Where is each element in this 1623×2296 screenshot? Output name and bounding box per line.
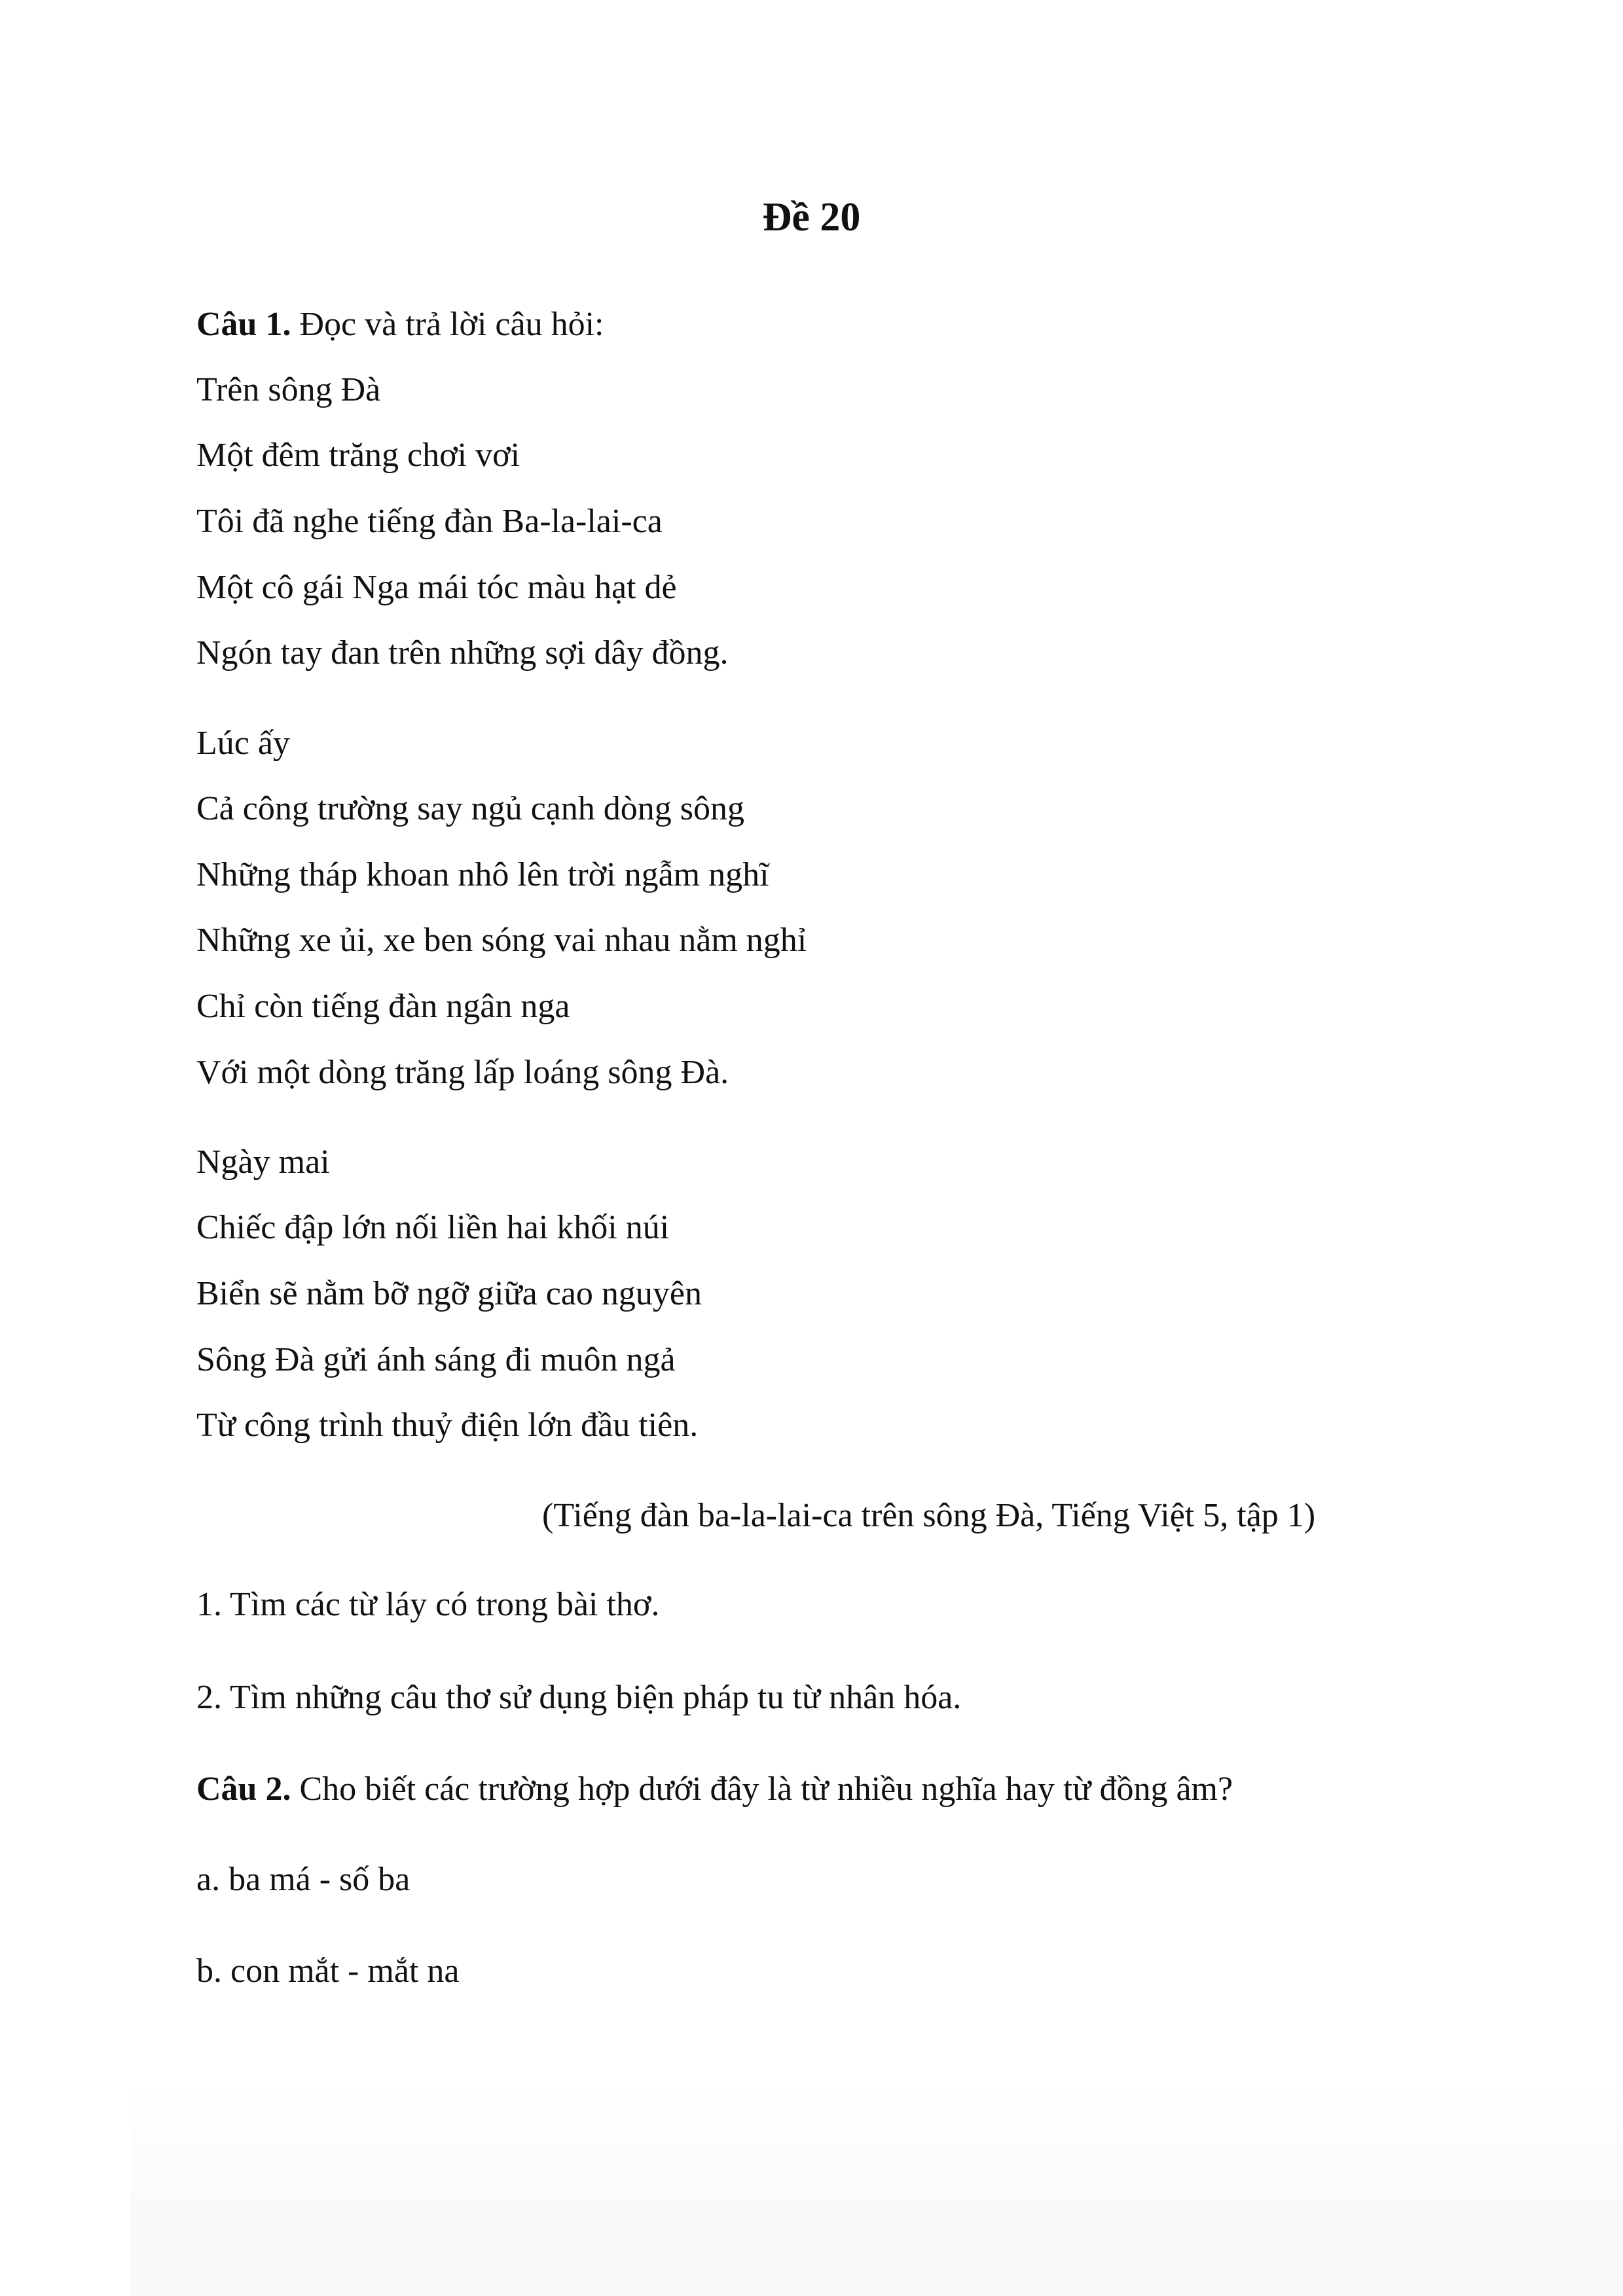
question-1-label: Câu 1.	[196, 306, 291, 343]
poem-line: Những tháp khoan nhô lên trời ngẫm nghĩ	[196, 856, 769, 893]
poem-citation: (Tiếng đàn ba-la-lai-ca trên sông Đà, Tiếng Việt 5, tập 1)	[542, 1497, 1316, 1534]
poem-line: Một đêm trăng chơi vơi	[196, 437, 520, 474]
page-title: Đề 20	[762, 195, 861, 240]
poem-line: Ngón tay đan trên những sợi dây đồng.	[196, 634, 729, 672]
poem-line: Sông Đà gửi ánh sáng đi muôn ngả	[196, 1341, 676, 1378]
poem-line: Với một dòng trăng lấp loáng sông Đà.	[196, 1054, 729, 1091]
poem-line: Một cô gái Nga mái tóc màu hạt dẻ	[196, 569, 677, 606]
poem-line: Chiếc đập lớn nối liền hai khối núi	[196, 1209, 670, 1246]
task-item: 1. Tìm các từ láy có trong bài thơ.	[196, 1586, 660, 1623]
question-2-label: Câu 2.	[196, 1770, 291, 1808]
poem-line: Tôi đã nghe tiếng đàn Ba-la-lai-ca	[196, 503, 663, 540]
poem-line: Biển sẽ nằm bỡ ngỡ giữa cao nguyên	[196, 1275, 702, 1312]
poem-line: Trên sông Đà	[196, 371, 381, 408]
poem-line: Từ công trình thuỷ điện lớn đầu tiên.	[196, 1407, 699, 1444]
question-1	[196, 302, 604, 347]
page-shading	[131, 2081, 1623, 2296]
question-2-item: b. con mắt - mắt na	[196, 1952, 460, 1990]
poem-line: Những xe ủi, xe ben sóng vai nhau nằm nghỉ	[196, 922, 807, 959]
poem-line: Cả công trường say ngủ cạnh dòng sông	[196, 790, 745, 827]
question-2	[196, 1767, 1233, 1812]
question-2-prompt: Cho biết các trường hợp dưới đây là từ nhiều nghĩa hay từ đồng âm?	[299, 1770, 1233, 1808]
task-item: 2. Tìm những câu thơ sử dụng biện pháp tu từ nhân hóa.	[196, 1679, 962, 1716]
poem-line: Chỉ còn tiếng đàn ngân nga	[196, 988, 570, 1025]
poem-line: Ngày mai	[196, 1143, 330, 1181]
question-1-prompt: Đọc và trả lời câu hỏi:	[299, 306, 604, 343]
question-2-item: a. ba má - số ba	[196, 1861, 410, 1898]
poem-line: Lúc ấy	[196, 725, 290, 762]
